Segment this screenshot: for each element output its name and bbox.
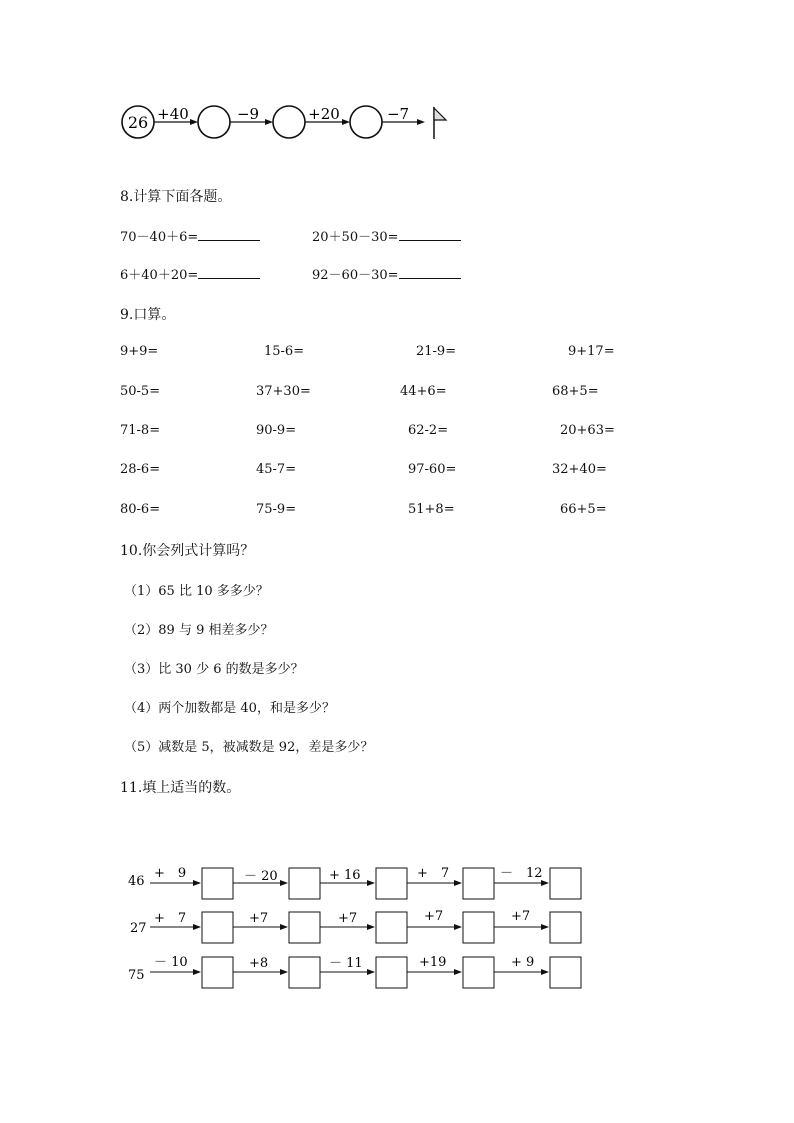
op-label: － 10 (154, 955, 188, 970)
oral-item: 15-6= (264, 344, 305, 359)
answer-circle[interactable] (198, 106, 230, 138)
op-label: +7 (424, 909, 444, 924)
oral-item: 45-7= (256, 462, 297, 477)
word-problem: （5）减数是 5，被减数是 92，差是多少？ (124, 740, 374, 755)
oral-item: 20+63= (560, 423, 615, 438)
answer-box[interactable] (463, 912, 494, 943)
question-9-title: 9.口算。 (120, 307, 176, 323)
question-8-title: 8.计算下面各题。 (120, 189, 232, 205)
calc-item: 70－40＋6= (120, 226, 260, 245)
oral-item: 62-2= (408, 423, 449, 438)
start-number: 75 (128, 968, 145, 983)
oral-item: 71-8= (120, 423, 161, 438)
oral-item: 32+40= (552, 462, 607, 477)
oral-item: 44+6= (400, 384, 447, 399)
fill-in-chains (0, 855, 794, 1005)
oral-item: 9+17= (568, 344, 615, 359)
op-label: + 9 (511, 955, 535, 970)
oral-item: 66+5= (560, 502, 607, 517)
chain-row-2 (130, 909, 581, 943)
op-label: + 7 (417, 866, 450, 881)
word-problem: （2）89 与 9 相差多少？ (124, 623, 274, 638)
op-label: － 12 (500, 866, 543, 881)
oral-item: 37+30= (256, 384, 311, 399)
top-flow-chain (0, 95, 794, 155)
oral-item: 80-6= (120, 502, 161, 517)
answer-box[interactable] (289, 957, 320, 988)
answer-box[interactable] (289, 912, 320, 943)
op-label: +20 (308, 105, 340, 123)
calc-item: 6＋40＋20= (120, 264, 260, 283)
oral-item: 90-9= (256, 423, 297, 438)
op-label: +40 (157, 105, 189, 123)
start-number: 46 (128, 874, 145, 889)
answer-box[interactable] (550, 912, 581, 943)
oral-item: 68+5= (552, 384, 599, 399)
word-problem: （3）比 30 少 6 的数是多少？ (124, 662, 304, 677)
question-10-title: 10.你会列式计算吗？ (120, 543, 255, 559)
answer-box[interactable] (289, 868, 320, 899)
oral-item: 50-5= (120, 384, 161, 399)
op-label: + 9 (154, 866, 187, 881)
op-label: + 16 (329, 868, 361, 883)
chain-row-3 (128, 955, 581, 988)
word-problem: （1）65 比 10 多多少？ (124, 584, 269, 599)
answer-box[interactable] (202, 912, 233, 943)
answer-blank[interactable] (198, 226, 260, 241)
answer-box[interactable] (376, 957, 407, 988)
answer-box[interactable] (463, 868, 494, 899)
answer-blank[interactable] (399, 226, 461, 241)
start-number: 27 (130, 921, 147, 936)
finish-flag-icon (434, 107, 446, 139)
answer-box[interactable] (550, 868, 581, 899)
calc-item: 92－60－30= (312, 264, 461, 283)
answer-box[interactable] (376, 868, 407, 899)
calc-item: 20＋50－30= (312, 226, 461, 245)
op-label: +7 (249, 911, 269, 926)
op-label: － 11 (329, 956, 363, 971)
op-label: +7 (511, 909, 531, 924)
op-label: +7 (338, 911, 358, 926)
answer-blank[interactable] (399, 264, 461, 279)
op-label: +19 (419, 955, 447, 970)
oral-item: 51+8= (408, 502, 455, 517)
oral-item: 28-6= (120, 462, 161, 477)
answer-box[interactable] (376, 912, 407, 943)
answer-box[interactable] (202, 957, 233, 988)
answer-circle[interactable] (350, 106, 382, 138)
answer-box[interactable] (202, 868, 233, 899)
oral-item: 97-60= (408, 462, 457, 477)
word-problem: （4）两个加数都是 40，和是多少？ (124, 701, 335, 716)
op-label: + 7 (154, 911, 187, 926)
oral-item: 21-9= (416, 344, 457, 359)
op-label: −9 (236, 105, 260, 123)
answer-box[interactable] (463, 957, 494, 988)
question-11-title: 11.填上适当的数。 (120, 780, 241, 796)
oral-item: 75-9= (256, 502, 297, 517)
answer-circle[interactable] (273, 106, 305, 138)
op-label: −7 (386, 105, 410, 123)
chain-row-1 (128, 866, 581, 899)
answer-blank[interactable] (198, 264, 260, 279)
answer-box[interactable] (550, 957, 581, 988)
op-label: － 20 (244, 869, 278, 884)
oral-item: 9+9= (120, 344, 159, 359)
op-label: +8 (249, 956, 269, 971)
start-number: 26 (127, 113, 149, 132)
